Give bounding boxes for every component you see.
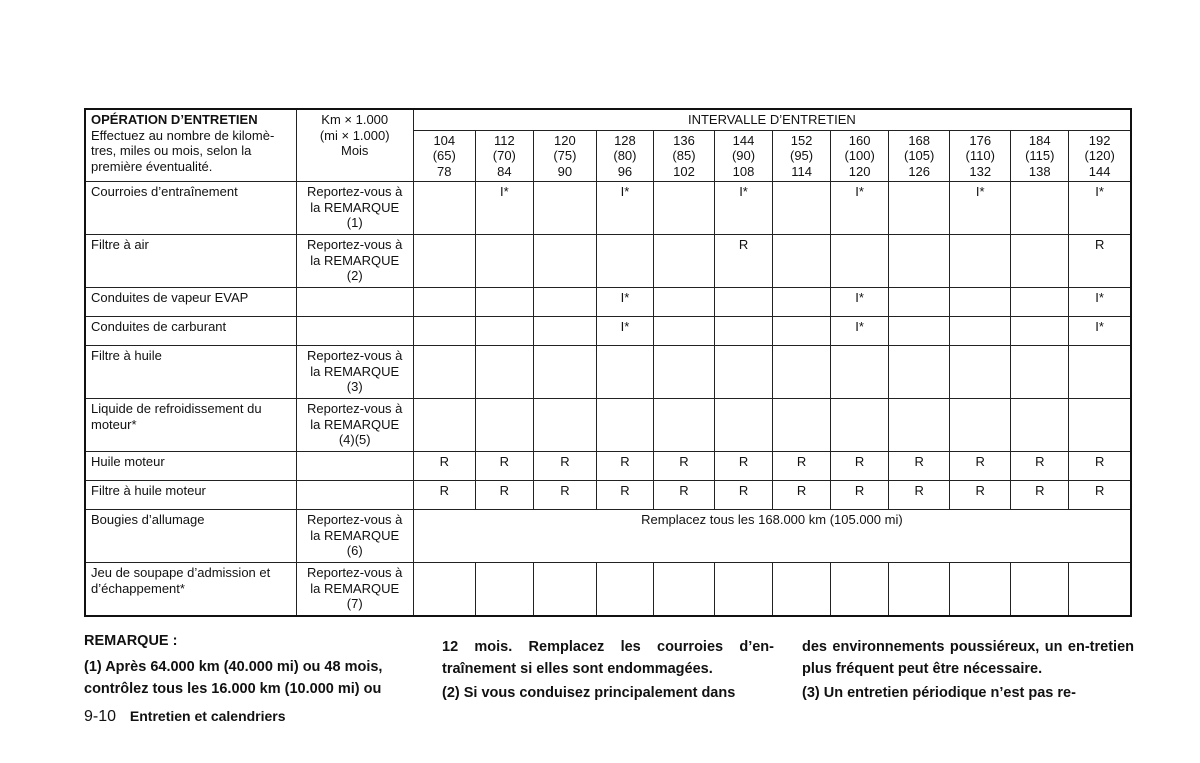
interval-mo: 132 bbox=[969, 163, 992, 179]
interval-mo: 120 bbox=[848, 163, 871, 179]
schedule-cell: R bbox=[1011, 481, 1069, 510]
note-1: (1) Après 64.000 km (40.000 mi) ou 48 mois, contrôlez tous les 16.000 km (10.000 mi) ou bbox=[84, 659, 383, 697]
table-row bbox=[85, 563, 1131, 616]
interval-km: 128 bbox=[614, 132, 636, 148]
schedule-cell bbox=[533, 288, 596, 317]
schedule-cell bbox=[950, 317, 1011, 346]
schedule-cell: I* bbox=[715, 182, 773, 235]
remark-reference-line: Reportez-vous à bbox=[307, 348, 403, 363]
schedule-cell bbox=[950, 563, 1011, 616]
interval-km: 168 bbox=[908, 132, 931, 148]
interval-mi: (70) bbox=[492, 148, 516, 163]
schedule-cell bbox=[950, 235, 1011, 288]
schedule-cell: R bbox=[889, 481, 950, 510]
schedule-cell bbox=[1011, 399, 1069, 452]
schedule-cell: R bbox=[475, 452, 533, 481]
remark-reference-line: (6) bbox=[346, 543, 363, 558]
schedule-cell bbox=[773, 563, 831, 616]
schedule-cell: I* bbox=[950, 182, 1011, 235]
remark-reference bbox=[296, 399, 413, 452]
schedule-cell bbox=[413, 563, 475, 616]
remark-reference bbox=[296, 346, 413, 399]
page-number: 9-10 bbox=[84, 708, 117, 725]
schedule-cell bbox=[475, 346, 533, 399]
remark-reference bbox=[296, 481, 413, 510]
schedule-cell bbox=[889, 317, 950, 346]
schedule-cell bbox=[475, 288, 533, 317]
interval-km: 192 bbox=[1088, 132, 1111, 148]
schedule-cell bbox=[773, 317, 831, 346]
remark-reference bbox=[296, 510, 413, 563]
table-row bbox=[85, 235, 1131, 288]
schedule-cell bbox=[475, 235, 533, 288]
schedule-cell bbox=[533, 563, 596, 616]
schedule-cell: R bbox=[653, 481, 714, 510]
table-row bbox=[85, 452, 1131, 481]
schedule-cell bbox=[596, 346, 653, 399]
remark-reference-line: (1) bbox=[346, 215, 363, 230]
operation-name: Conduites de vapeur EVAP bbox=[85, 288, 296, 317]
schedule-cell bbox=[889, 563, 950, 616]
interval-mi: (85) bbox=[672, 148, 696, 163]
schedule-cell bbox=[831, 346, 889, 399]
note-2-continued: des environnements poussiéreux, un en-tretien plus fréquent peut être nécessaire. bbox=[802, 639, 1134, 677]
interval-mo: 138 bbox=[1028, 163, 1051, 179]
schedule-cell: R bbox=[1069, 235, 1131, 288]
interval-km: 160 bbox=[848, 132, 871, 148]
page-footer bbox=[84, 708, 286, 726]
schedule-cell bbox=[889, 235, 950, 288]
interval-km: 176 bbox=[969, 132, 992, 148]
units-mi: (mi × 1.000) bbox=[319, 127, 390, 143]
interval-col-0 bbox=[413, 130, 475, 182]
schedule-cell: R bbox=[533, 481, 596, 510]
operation-name: Filtre à air bbox=[85, 235, 296, 288]
schedule-cell bbox=[653, 235, 714, 288]
table-row bbox=[85, 182, 1131, 235]
schedule-cell bbox=[596, 235, 653, 288]
interval-mi: (80) bbox=[613, 148, 637, 163]
schedule-cell bbox=[889, 288, 950, 317]
schedule-cell: R bbox=[889, 452, 950, 481]
schedule-cell bbox=[413, 317, 475, 346]
remark-reference bbox=[296, 563, 413, 616]
operation-name: Filtre à huile moteur bbox=[85, 481, 296, 510]
interval-col-10 bbox=[1011, 130, 1069, 182]
maintenance-schedule-table bbox=[84, 108, 1132, 617]
interval-mi: (110) bbox=[965, 148, 995, 163]
schedule-cell: R bbox=[475, 481, 533, 510]
operation-subtext: Effectuez au nombre de kilomè-tres, miles ou mois, selon la première éventualité. bbox=[91, 127, 275, 174]
note-3: (3) Un entretien périodique n’est pas re- bbox=[802, 685, 1076, 701]
interval-km: 112 bbox=[493, 132, 515, 148]
interval-col-3 bbox=[596, 130, 653, 182]
interval-col-1 bbox=[475, 130, 533, 182]
interval-col-7 bbox=[831, 130, 889, 182]
schedule-cell: R bbox=[773, 481, 831, 510]
interval-mo: 108 bbox=[732, 163, 755, 179]
interval-col-9 bbox=[950, 130, 1011, 182]
operation-header-cell bbox=[85, 109, 296, 182]
schedule-cell bbox=[413, 399, 475, 452]
replacement-note: Remplacez tous les 168.000 km (105.000 mi) bbox=[413, 510, 1131, 563]
remark-reference bbox=[296, 235, 413, 288]
note-1-continued: 12 mois. Remplacez les courroies d’en-traînement si elles sont endommagées. bbox=[442, 639, 774, 677]
schedule-cell bbox=[1069, 563, 1131, 616]
schedule-cell bbox=[653, 346, 714, 399]
schedule-cell bbox=[773, 288, 831, 317]
interval-mo: 78 bbox=[437, 163, 452, 179]
interval-mo: 126 bbox=[908, 163, 931, 179]
schedule-cell: R bbox=[413, 481, 475, 510]
interval-col-2 bbox=[533, 130, 596, 182]
schedule-cell bbox=[533, 182, 596, 235]
table-row bbox=[85, 510, 1131, 563]
table-row bbox=[85, 481, 1131, 510]
notes-column-1 bbox=[84, 630, 414, 700]
schedule-cell bbox=[773, 182, 831, 235]
interval-mo: 96 bbox=[617, 163, 633, 179]
units-months: Mois bbox=[340, 143, 369, 158]
interval-km: 104 bbox=[433, 132, 456, 148]
schedule-cell bbox=[1011, 182, 1069, 235]
remark-reference-line: Reportez-vous à bbox=[307, 401, 403, 416]
interval-mi: (105) bbox=[903, 148, 935, 163]
schedule-cell bbox=[533, 317, 596, 346]
schedule-cell: R bbox=[715, 235, 773, 288]
remark-reference-line: Reportez-vous à bbox=[307, 565, 403, 580]
schedule-cell bbox=[475, 317, 533, 346]
schedule-cell bbox=[950, 346, 1011, 399]
remark-reference-line: la REMARQUE bbox=[310, 199, 400, 215]
interval-mi: (100) bbox=[844, 148, 875, 163]
interval-mi: (65) bbox=[432, 148, 456, 163]
interval-mo: 84 bbox=[497, 163, 512, 179]
schedule-cell bbox=[1069, 399, 1131, 452]
remark-reference-line: la REMARQUE bbox=[310, 527, 400, 543]
schedule-cell bbox=[715, 563, 773, 616]
remark-reference-line: Reportez-vous à bbox=[307, 184, 403, 199]
schedule-cell: R bbox=[773, 452, 831, 481]
schedule-cell bbox=[653, 563, 714, 616]
units-km: Km × 1.000 bbox=[321, 112, 389, 127]
remark-reference bbox=[296, 182, 413, 235]
schedule-cell: R bbox=[950, 452, 1011, 481]
operation-name: Liquide de refroidissement du moteur* bbox=[85, 399, 296, 452]
interval-km: 184 bbox=[1028, 132, 1051, 148]
schedule-cell: R bbox=[1011, 452, 1069, 481]
schedule-cell bbox=[715, 317, 773, 346]
interval-col-8 bbox=[889, 130, 950, 182]
schedule-cell: R bbox=[413, 452, 475, 481]
schedule-cell bbox=[715, 346, 773, 399]
schedule-cell bbox=[533, 399, 596, 452]
remark-reference-line: la REMARQUE bbox=[310, 252, 400, 268]
interval-mi: (75) bbox=[553, 148, 577, 163]
notes-heading: REMARQUE : bbox=[84, 633, 178, 649]
schedule-cell: R bbox=[715, 452, 773, 481]
schedule-cell bbox=[1011, 563, 1069, 616]
interval-mi: (90) bbox=[731, 148, 756, 163]
schedule-cell: R bbox=[596, 452, 653, 481]
schedule-cell bbox=[831, 563, 889, 616]
schedule-cell: R bbox=[653, 452, 714, 481]
schedule-cell: I* bbox=[831, 288, 889, 317]
interval-km: 120 bbox=[554, 132, 576, 148]
remark-reference-line: Reportez-vous à bbox=[307, 512, 403, 527]
interval-mi: (115) bbox=[1025, 148, 1055, 163]
schedule-cell bbox=[533, 235, 596, 288]
schedule-cell bbox=[475, 563, 533, 616]
schedule-cell bbox=[889, 182, 950, 235]
remark-reference-line: la REMARQUE bbox=[310, 363, 400, 379]
schedule-cell bbox=[413, 288, 475, 317]
remark-reference-line: la REMARQUE bbox=[310, 416, 400, 432]
schedule-cell bbox=[1011, 235, 1069, 288]
remark-reference-line: (2) bbox=[346, 268, 363, 283]
remark-reference-line: (7) bbox=[346, 596, 363, 611]
interval-km: 136 bbox=[673, 132, 695, 148]
schedule-cell: I* bbox=[831, 317, 889, 346]
schedule-cell: I* bbox=[596, 288, 653, 317]
remark-reference-line: (4)(5) bbox=[338, 432, 371, 447]
schedule-cell: R bbox=[1069, 452, 1131, 481]
schedule-cell: R bbox=[831, 481, 889, 510]
table-row bbox=[85, 288, 1131, 317]
schedule-cell bbox=[773, 346, 831, 399]
operation-name: Bougies d’allumage bbox=[85, 510, 296, 563]
table-row bbox=[85, 399, 1131, 452]
remark-reference bbox=[296, 452, 413, 481]
operation-name: Courroies d’entraînement bbox=[85, 182, 296, 235]
schedule-cell bbox=[413, 346, 475, 399]
schedule-cell: R bbox=[596, 481, 653, 510]
schedule-cell: I* bbox=[1069, 288, 1131, 317]
table-row bbox=[85, 346, 1131, 399]
schedule-cell bbox=[596, 563, 653, 616]
section-title: Entretien et calendriers bbox=[129, 708, 286, 724]
schedule-cell bbox=[413, 182, 475, 235]
remark-reference bbox=[296, 288, 413, 317]
remark-reference bbox=[296, 317, 413, 346]
interval-mi: (95) bbox=[790, 148, 814, 163]
schedule-cell bbox=[715, 399, 773, 452]
schedule-cell bbox=[831, 399, 889, 452]
notes-column-3 bbox=[802, 636, 1134, 704]
notes-column-2 bbox=[442, 636, 774, 704]
schedule-cell: I* bbox=[1069, 317, 1131, 346]
schedule-cell bbox=[773, 399, 831, 452]
schedule-cell bbox=[1011, 346, 1069, 399]
schedule-cell: R bbox=[533, 452, 596, 481]
schedule-cell: I* bbox=[1069, 182, 1131, 235]
schedule-cell bbox=[596, 399, 653, 452]
schedule-cell: R bbox=[831, 452, 889, 481]
schedule-cell: R bbox=[715, 481, 773, 510]
note-2: (2) Si vous conduisez principalement dans bbox=[442, 685, 736, 701]
schedule-cell bbox=[889, 399, 950, 452]
interval-col-4 bbox=[653, 130, 714, 182]
schedule-cell: I* bbox=[831, 182, 889, 235]
interval-mo: 102 bbox=[673, 163, 695, 179]
interval-mo: 90 bbox=[557, 163, 573, 179]
schedule-cell bbox=[475, 399, 533, 452]
schedule-cell bbox=[1011, 288, 1069, 317]
interval-mo: 114 bbox=[791, 163, 812, 179]
schedule-cell bbox=[715, 288, 773, 317]
schedule-cell bbox=[533, 346, 596, 399]
interval-km: 152 bbox=[790, 132, 813, 148]
schedule-cell: R bbox=[950, 481, 1011, 510]
operation-header: OPÉRATION D’ENTRETIEN bbox=[91, 112, 258, 127]
remark-reference-line: la REMARQUE bbox=[310, 580, 400, 596]
interval-col-6 bbox=[773, 130, 831, 182]
interval-col-11 bbox=[1069, 130, 1131, 182]
schedule-cell bbox=[889, 346, 950, 399]
schedule-cell: I* bbox=[475, 182, 533, 235]
remark-reference-line: (3) bbox=[346, 379, 363, 394]
schedule-cell bbox=[653, 317, 714, 346]
schedule-cell: I* bbox=[596, 317, 653, 346]
schedule-cell bbox=[653, 182, 714, 235]
operation-name: Conduites de carburant bbox=[85, 317, 296, 346]
operation-name: Filtre à huile bbox=[85, 346, 296, 399]
schedule-cell bbox=[1069, 346, 1131, 399]
table-row bbox=[85, 317, 1131, 346]
schedule-cell bbox=[413, 235, 475, 288]
interval-mo: 144 bbox=[1088, 163, 1111, 179]
schedule-cell bbox=[653, 399, 714, 452]
schedule-cell bbox=[950, 399, 1011, 452]
schedule-cell bbox=[653, 288, 714, 317]
schedule-cell bbox=[1011, 317, 1069, 346]
interval-header: INTERVALLE D’ENTRETIEN bbox=[413, 109, 1131, 130]
schedule-cell bbox=[831, 235, 889, 288]
schedule-cell bbox=[950, 288, 1011, 317]
schedule-cell bbox=[773, 235, 831, 288]
schedule-cell: I* bbox=[596, 182, 653, 235]
schedule-cell: R bbox=[1069, 481, 1131, 510]
remark-reference-line: Reportez-vous à bbox=[307, 237, 403, 252]
interval-mi: (120) bbox=[1084, 148, 1115, 163]
operation-name: Jeu de soupape d’admission et d’échappement* bbox=[85, 563, 296, 616]
operation-name: Huile moteur bbox=[85, 452, 296, 481]
interval-col-5 bbox=[715, 130, 773, 182]
units-header bbox=[296, 109, 413, 182]
interval-km: 144 bbox=[732, 132, 755, 148]
